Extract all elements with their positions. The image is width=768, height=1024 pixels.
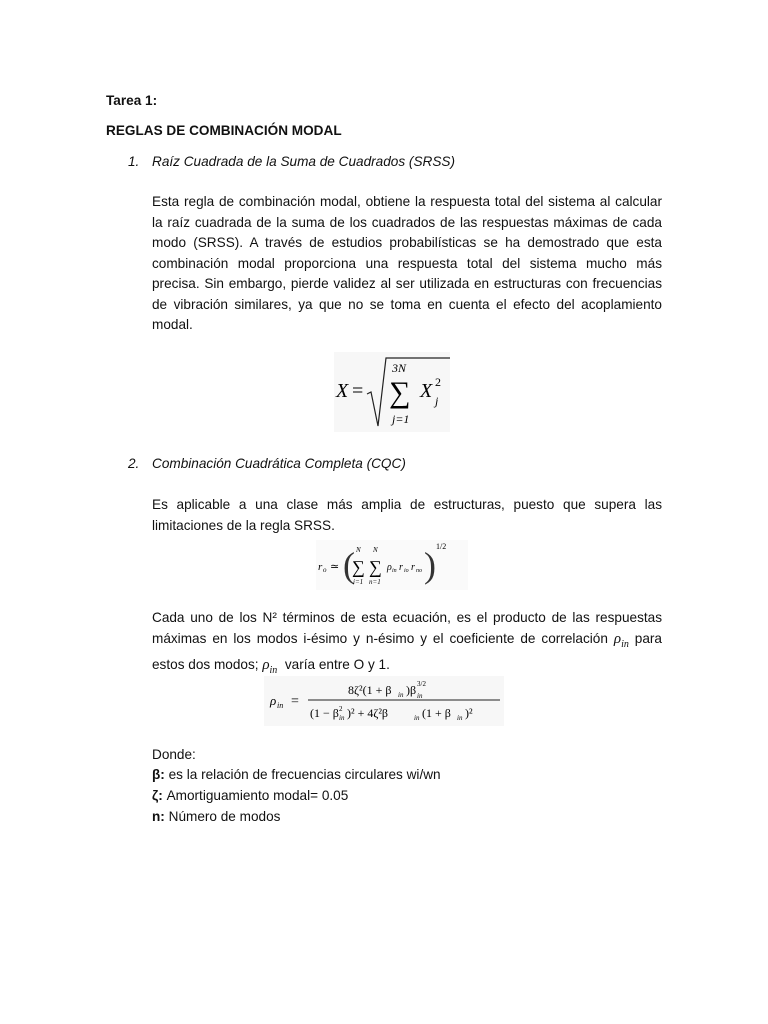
section-1-title: Raíz Cuadrada de la Suma de Cuadrados (SRSS) [152, 154, 455, 169]
rho-denominator-end: )² [465, 706, 473, 720]
rho-denominator-tail: (1 + β [422, 706, 451, 720]
section-2-paragraph: Es aplicable a una clase más amplia de estructuras, puesto que supera las limitaciones de la regla SRSS. [152, 497, 662, 533]
task-label: Tarea 1: [106, 93, 158, 108]
rho-denominator: (1 − β [310, 706, 339, 720]
section-2-number: 2. [128, 456, 140, 471]
srss-equals: = [352, 380, 364, 402]
cqc-term: ρ [387, 562, 392, 573]
summation-icon: ∑ [369, 557, 382, 577]
paragraph-2-text-3: varía entre O y 1. [284, 657, 390, 672]
srss-term-sup: 2 [435, 375, 441, 389]
srss-formula [334, 352, 450, 432]
srss-formula-graphic [334, 352, 450, 432]
srss-upper-limit: 3N [392, 361, 407, 375]
srss-lower-limit: j=1 [392, 412, 410, 426]
paragraph-2-text-2: para estos dos modos; [152, 630, 662, 672]
cqc-exponent: 1/2 [436, 542, 447, 551]
cqc-approx: ≃ [330, 561, 340, 573]
rho-formula-graphic [264, 676, 504, 726]
srss-lhs: X [336, 380, 349, 402]
definition-n: n: Número de modos [152, 809, 281, 824]
paragraph-2-text-1: Cada uno de los N² términos de esta ecuación, es el producto de las respuestas máximas en los modos i-ésimo y n-ésimo y el coeficiente de correlación [152, 610, 662, 646]
rho-numerator: 8ζ²(1 + β [348, 683, 392, 697]
cqc-formula-graphic [316, 540, 468, 590]
cqc-lower-1: i=1 [353, 578, 364, 586]
cqc-term2: r [399, 562, 403, 573]
rho-denominator-mid-sub: in [414, 714, 420, 722]
rho-denominator-tail-sub: in [457, 714, 463, 722]
definition-zeta: ζ: Amortiguamiento modal= 0.05 [152, 788, 349, 803]
rho-lhs-sub: in [277, 701, 284, 710]
rho-symbol: $\rho_{in}$ [613, 630, 629, 650]
cqc-upper-2: N [373, 546, 378, 554]
rho-denominator-mid: )² + 4ζ²β [347, 706, 389, 720]
section-1-number: 1. [128, 154, 140, 169]
section-1-paragraph: Esta regla de combinación modal, obtiene la respuesta total del sistema al calcular la raíz cuadrada de la suma de los cuadrados de las respuestas máximas de cada modo (SRSS). A través de estudios probabilísticas se ha demostrado que esta combinación modal proporciona una respuesta total del sistema mucho más precisa. Sin embargo, pierde validez al ser utilizada en estructuras con frecuencias de vibración similares, ya que no se toma en cuenta el efecto del acoplamiento modal. [152, 194, 662, 332]
cqc-term3: r [411, 562, 415, 573]
cqc-upper-1: N [356, 546, 361, 554]
cqc-term2-sub: io [404, 568, 409, 574]
rho-numerator-tail: )β [406, 683, 417, 697]
section-2-title: Combinación Cuadrática Completa (CQC) [152, 456, 406, 471]
cqc-term3-sub: no [416, 568, 422, 574]
srss-term-sub: j [435, 394, 439, 408]
rho-numerator-sub: in [398, 691, 404, 699]
cqc-formula [316, 540, 468, 590]
definitions-header: Donde: [152, 747, 196, 762]
rho-formula [264, 676, 504, 726]
srss-term: X [420, 380, 433, 402]
rho-numerator-tail-sup: 3/2 [417, 680, 426, 688]
section-2-paragraph-2 [152, 608, 662, 682]
rho-lhs: ρ [270, 693, 277, 708]
cqc-lhs-sub: o [323, 566, 327, 574]
cqc-lhs: r [318, 561, 323, 573]
left-paren-icon: ( [343, 545, 355, 585]
right-paren-icon: ) [424, 545, 436, 585]
document-heading: REGLAS DE COMBINACIÓN MODAL [106, 123, 342, 138]
rho-numerator-tail-sub: in [417, 692, 423, 700]
rho-denominator-sup: 2 [339, 705, 343, 713]
cqc-term-sub: in [392, 568, 397, 574]
summation-icon: ∑ [352, 557, 365, 577]
summation-icon: ∑ [389, 376, 411, 409]
rho-denominator-sub: in [339, 714, 345, 722]
rho-symbol-2: $\rho_{in}$ [262, 657, 278, 676]
cqc-lower-2: n=1 [369, 578, 381, 586]
definition-beta: β: es la relación de frecuencias circulares wi/wn [152, 767, 441, 782]
rho-equals: = [291, 694, 299, 709]
